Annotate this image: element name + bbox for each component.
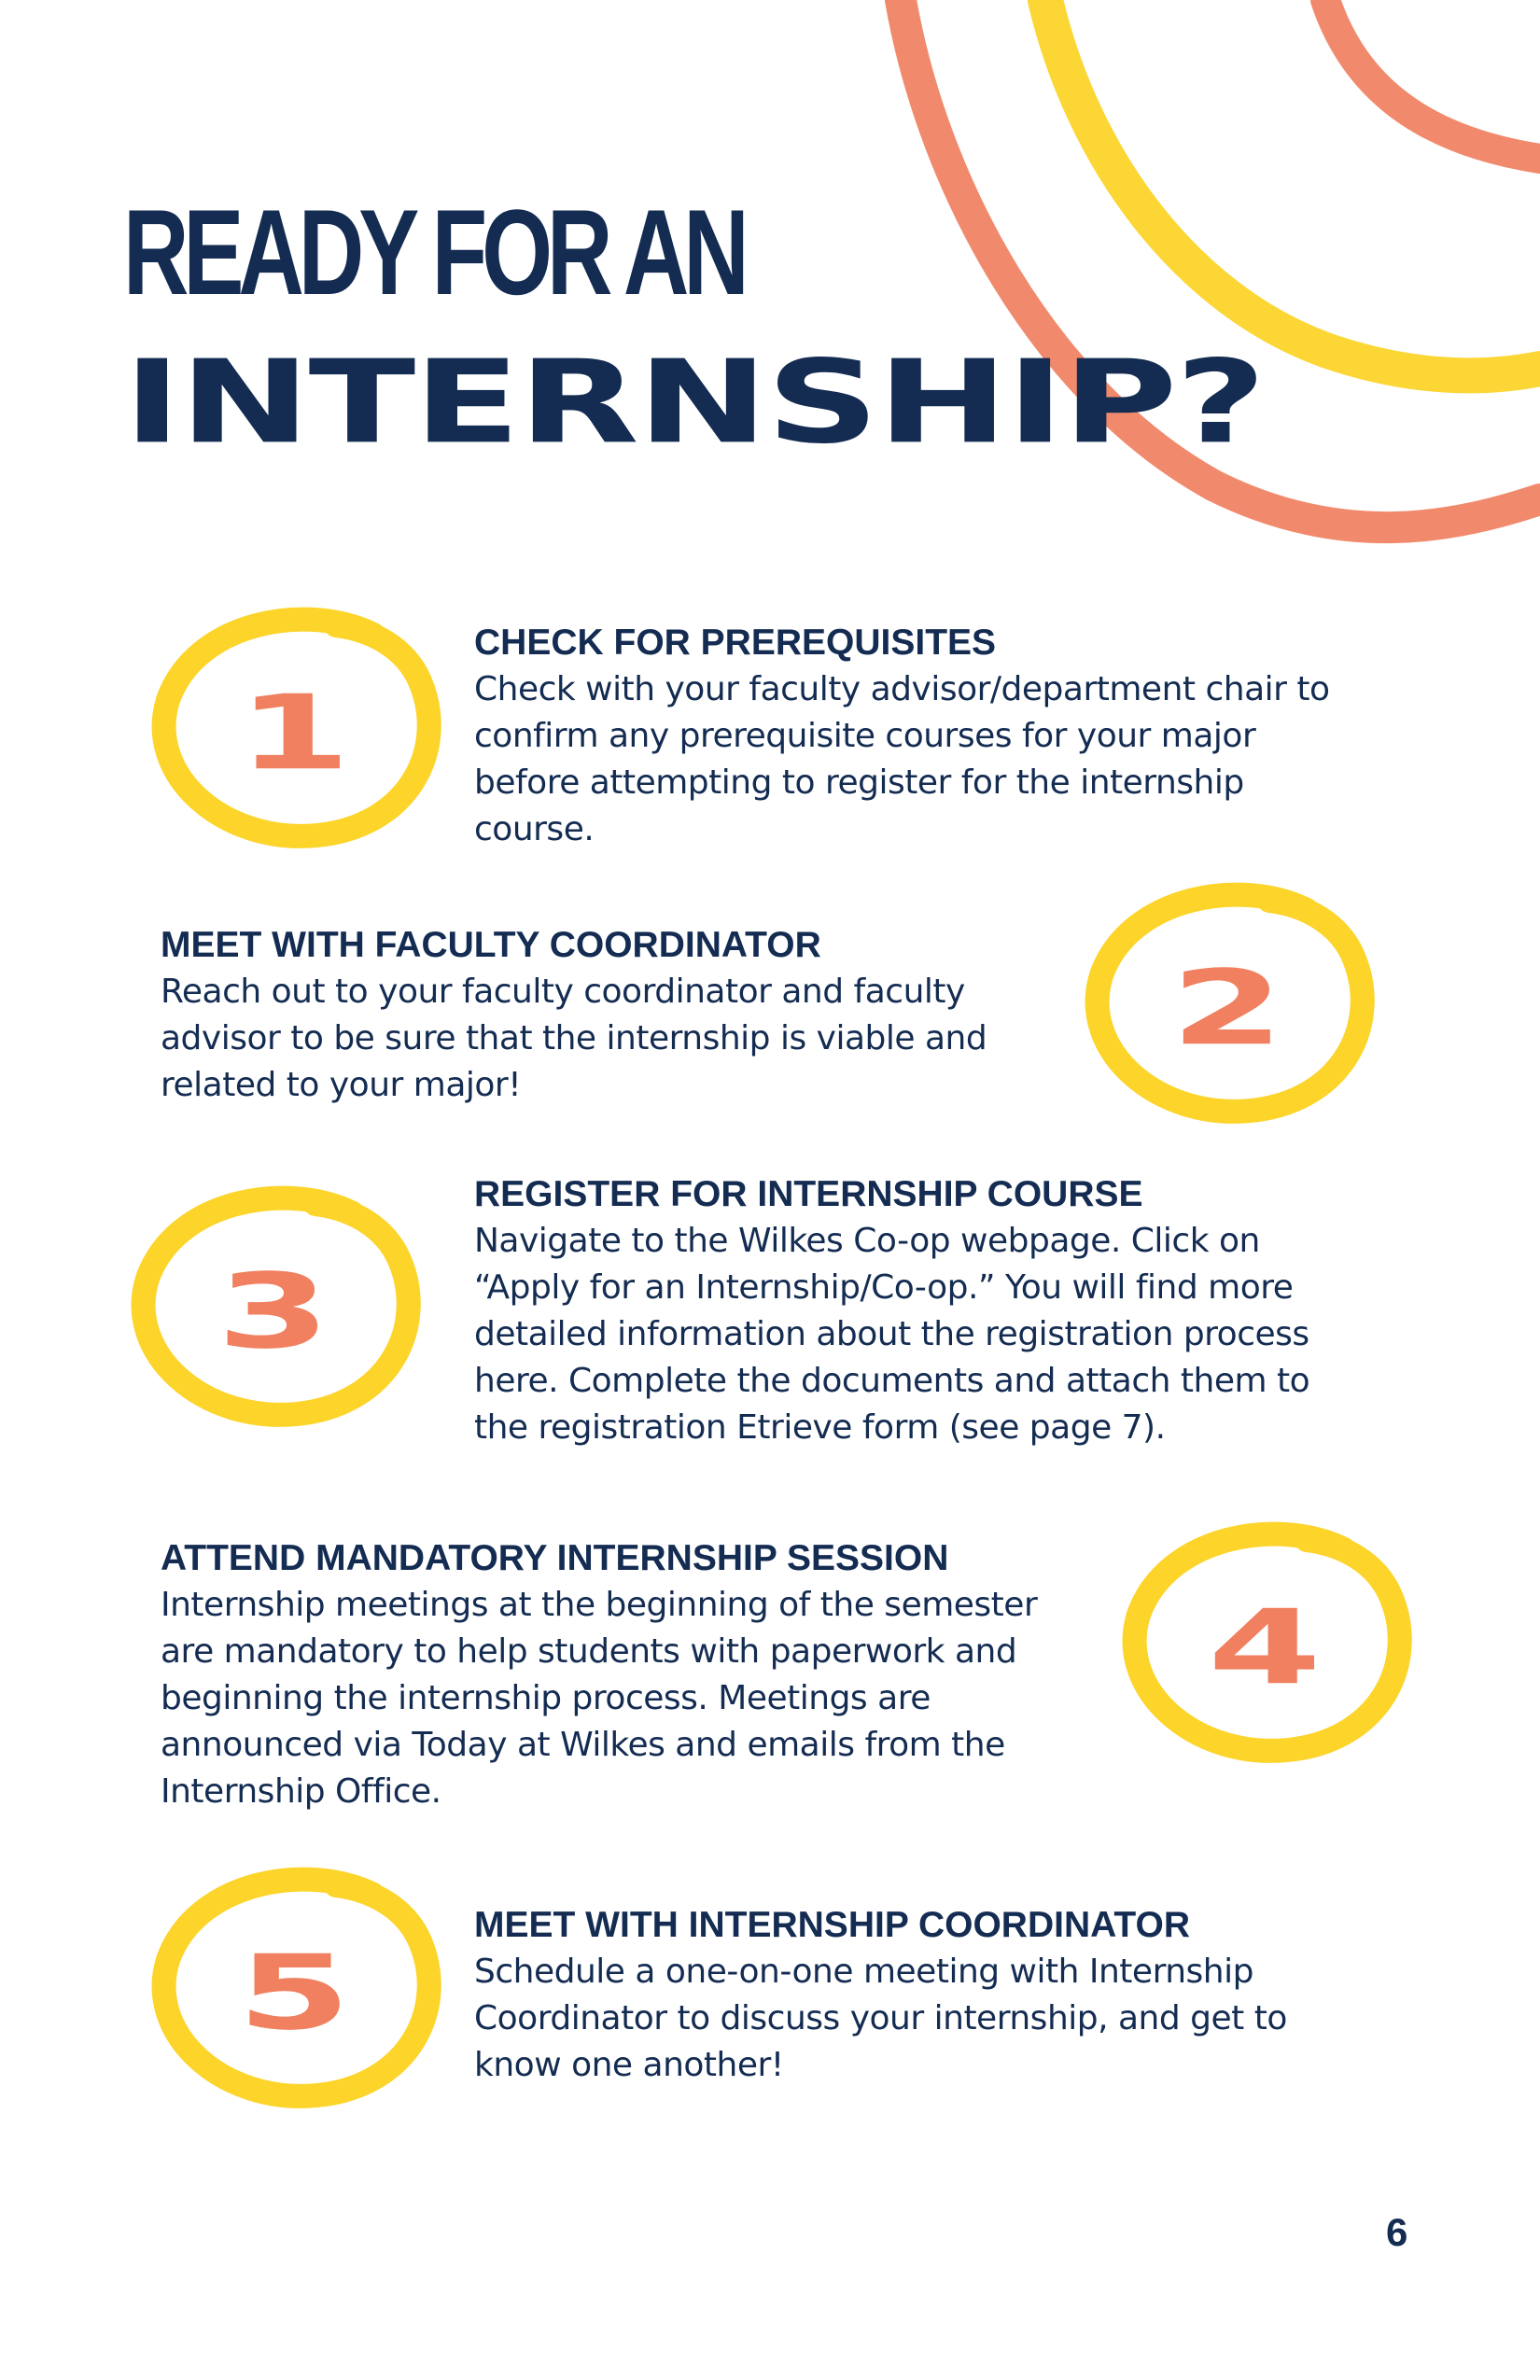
step-4-badge: [1111, 1512, 1419, 1783]
step-4-number: 4: [1207, 1587, 1323, 1708]
step-2-heading: MEET WITH FACULTY COORDINATOR: [161, 925, 821, 965]
step-5-text: [474, 1902, 1361, 2089]
step-5-body: Schedule a one-on-one meeting with Internship Coordinator to discuss your internship, and get to know one another!: [474, 1953, 1287, 2084]
step-5-number: 5: [236, 1932, 352, 2053]
step-3-text: [474, 1171, 1361, 1451]
step-4-body: Internship meetings at the beginning of the semester are mandatory to help students with paperwork and beginning the internship process. Meetings are announced via Today at Wilkes and emails from the Internship Office.: [161, 1586, 1038, 1811]
step-3-body: Navigate to the Wilkes Co-op webpage. Click on “Apply for an Internship/Co-op.” You will find more detailed information about the registration process here. Complete the documents and attach them to the registration Etrieve form (see page 7).: [474, 1222, 1310, 1447]
title-line-1: READY FOR AN: [123, 184, 744, 320]
step-2-number: 2: [1169, 947, 1285, 1069]
step-2-text: [161, 922, 1038, 1109]
step-1-body: Check with your faculty advisor/department chair to confirm any prerequisite courses for your major before attempting to register for the internship course.: [474, 670, 1330, 848]
step-5-badge: [140, 1857, 448, 2128]
step-3-heading: REGISTER FOR INTERNSHIP COURSE: [474, 1174, 1143, 1214]
title-line-2: INTERNSHIP?: [123, 336, 1265, 469]
step-2-badge: [1073, 873, 1381, 1143]
step-3-number: 3: [216, 1251, 331, 1372]
step-4-text: [161, 1535, 1075, 1815]
step-4-heading: ATTEND MANDATORY INTERNSHIP SESSION: [161, 1538, 949, 1578]
step-5-heading: MEET WITH INTERNSHIP COORDINATOR: [474, 1905, 1191, 1945]
page-number: 6: [1386, 2210, 1408, 2254]
step-3-badge: [119, 1176, 427, 1447]
step-1-text: [474, 620, 1361, 853]
step-1-number: 1: [236, 672, 352, 793]
step-1-heading: CHECK FOR PREREQUISITES: [474, 623, 997, 663]
step-1-badge: [140, 597, 448, 868]
step-2-body: Reach out to your faculty coordinator and faculty advisor to be sure that the internship is viable and related to your major!: [161, 973, 987, 1104]
